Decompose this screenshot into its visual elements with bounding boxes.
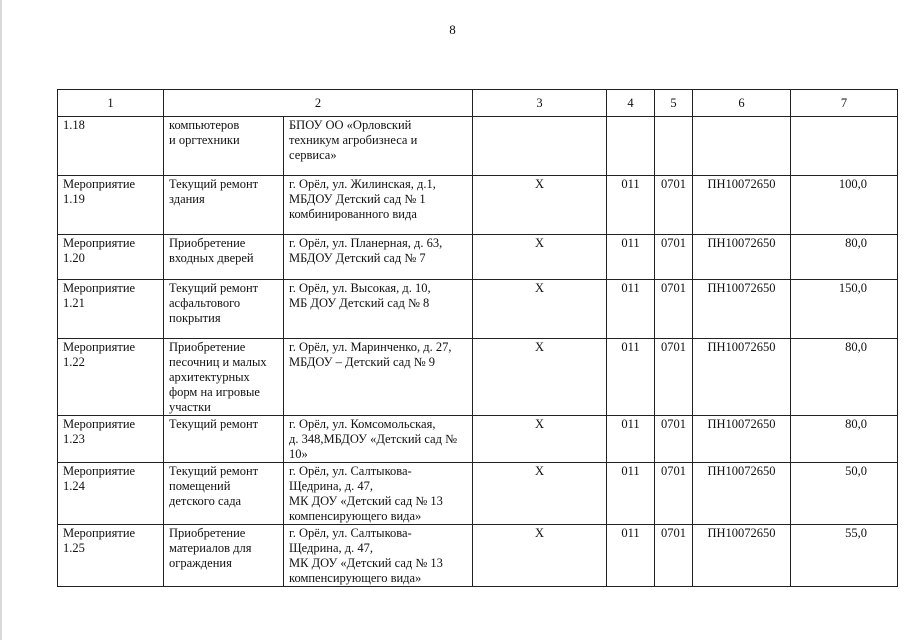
measure-amount: 80,0 [791,339,898,416]
header-cell: 7 [791,90,898,117]
measure-id: Мероприятие 1.22 [58,339,164,416]
measure-code-grbs: 011 [607,176,655,235]
measure-code-grbs: 011 [607,235,655,280]
table-row [58,235,898,280]
page-number: 8 [449,22,456,37]
measure-code-section: 0701 [655,463,693,525]
measure-id: Мероприятие 1.19 [58,176,164,235]
measure-id: Мероприятие 1.23 [58,416,164,463]
measure-code-section: 0701 [655,339,693,416]
measure-amount: 55,0 [791,525,898,587]
measure-code-target: ПН10072650 [693,235,791,280]
measure-address: г. Орёл, ул. Жилинская, д.1, МБДОУ Детский сад № 1 комбинированного вида [284,176,473,235]
measure-code-grbs: 011 [607,416,655,463]
measure-code-grbs: 011 [607,280,655,339]
measure-amount [791,117,898,176]
measure-x-mark [473,117,607,176]
measure-code-target: ПН10072650 [693,339,791,416]
header-cell: 3 [473,90,607,117]
measure-code-target: ПН10072650 [693,416,791,463]
measure-name: Текущий ремонт асфальтового покрытия [164,280,284,339]
measure-name: Текущий ремонт помещений детского сада [164,463,284,525]
measure-id: Мероприятие 1.25 [58,525,164,587]
measure-code-target: ПН10072650 [693,280,791,339]
measure-code-target [693,117,791,176]
table-row [58,525,898,587]
measure-name: Приобретение материалов для ограждения [164,525,284,587]
measure-x-mark: X [473,280,607,339]
measure-code-section: 0701 [655,416,693,463]
measure-code-section [655,117,693,176]
measure-code-target: ПН10072650 [693,463,791,525]
measure-id: Мероприятие 1.20 [58,235,164,280]
measure-id: Мероприятие 1.24 [58,463,164,525]
measure-address: БПОУ ОО «Орловский техникум агробизнеса и сервиса» [284,117,473,176]
measure-x-mark: X [473,176,607,235]
measure-code-section: 0701 [655,525,693,587]
header-cell: 5 [655,90,693,117]
measure-code-grbs: 011 [607,525,655,587]
header-cell: 2 [164,90,473,117]
measure-address: г. Орёл, ул. Салтыкова- Щедрина, д. 47, МК ДОУ «Детский сад № 13 компенсирующего вида» [284,463,473,525]
measures-table [57,89,898,587]
measure-address: г. Орёл, ул. Салтыкова- Щедрина, д. 47, МК ДОУ «Детский сад № 13 компенсирующего вида» [284,525,473,587]
table-row [58,339,898,416]
header-cell: 1 [58,90,164,117]
measure-id: 1.18 [58,117,164,176]
measure-name: Текущий ремонт здания [164,176,284,235]
measure-x-mark: X [473,416,607,463]
table-row [58,416,898,463]
measure-code-target: ПН10072650 [693,176,791,235]
measure-code-target: ПН10072650 [693,525,791,587]
measure-code-section: 0701 [655,280,693,339]
measure-name: Приобретение входных дверей [164,235,284,280]
measure-name: компьютеров и оргтехники [164,117,284,176]
scan-edge [0,0,2,640]
measure-x-mark: X [473,463,607,525]
measure-address: г. Орёл, ул. Высокая, д. 10, МБ ДОУ Детский сад № 8 [284,280,473,339]
measure-amount: 100,0 [791,176,898,235]
measure-name: Текущий ремонт [164,416,284,463]
table-row [58,117,898,176]
measure-code-grbs: 011 [607,463,655,525]
table-row [58,463,898,525]
table-row [58,176,898,235]
measure-address: г. Орёл, ул. Комсомольская, д. 348,МБДОУ «Детский сад № 10» [284,416,473,463]
measure-x-mark: X [473,525,607,587]
measure-x-mark: X [473,339,607,416]
measure-id: Мероприятие 1.21 [58,280,164,339]
table-row [58,280,898,339]
header-row [58,90,898,117]
header-cell: 4 [607,90,655,117]
measure-address: г. Орёл, ул. Планерная, д. 63, МБДОУ Детский сад № 7 [284,235,473,280]
measure-amount: 80,0 [791,416,898,463]
measure-amount: 80,0 [791,235,898,280]
header-cell: 6 [693,90,791,117]
measure-code-section: 0701 [655,176,693,235]
measure-amount: 150,0 [791,280,898,339]
measure-amount: 50,0 [791,463,898,525]
measure-address: г. Орёл, ул. Маринченко, д. 27, МБДОУ – Детский сад № 9 [284,339,473,416]
measure-x-mark: X [473,235,607,280]
measure-code-grbs [607,117,655,176]
measure-code-grbs: 011 [607,339,655,416]
measure-name: Приобретение песочниц и малых архитектурных форм на игровые участки [164,339,284,416]
measure-code-section: 0701 [655,235,693,280]
